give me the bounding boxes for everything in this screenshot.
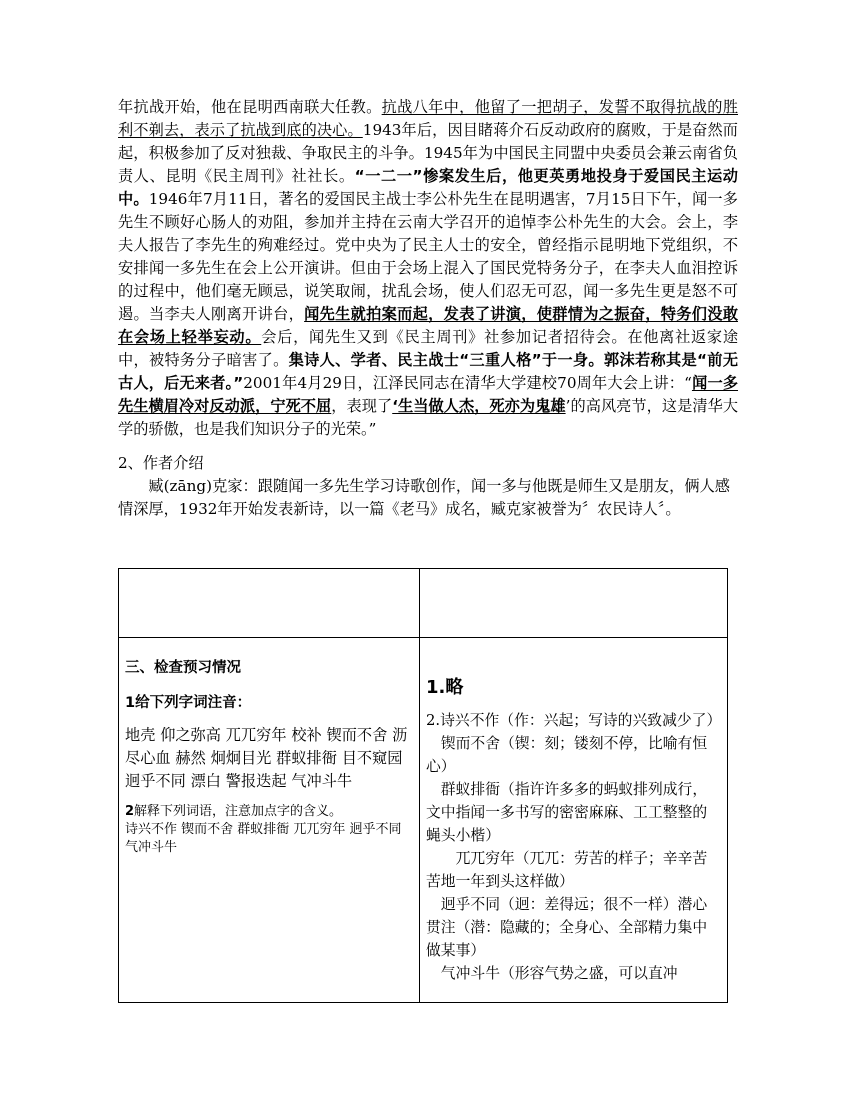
question-1-words: 地壳 仰之弥高 兀兀穷年 校补 锲而不舍 沥尽心血 赫然 炯炯目光 群蚁排衙 目不窥园 迥乎不同 漂白 警报迭起 气冲斗牛 — [125, 726, 408, 790]
answer-item: 锲而不舍（锲：刻；镂刻不停，比喻有恒心） — [426, 735, 708, 775]
answer-item: 2.诗兴不作（作：兴起；写诗的兴致减少了） — [426, 712, 722, 729]
bio-text: 2001年4月29日，江泽民同志在清华大学建校70周年大会上讲：“ — [243, 374, 692, 392]
bio-text: 1943年后，因目睹蒋介石反动政府的腐败，于是奋然而起，积极参加了反对独裁、争取民主的斗争。1945年为中国民主同盟中央委员会兼云南省负责人、昆明《民主周刊》社社长。 — [118, 121, 738, 185]
preview-table — [118, 568, 728, 1003]
questions-cell — [119, 638, 420, 1003]
bio-text: ，表现了 — [331, 397, 393, 415]
empty-cell — [119, 569, 420, 638]
bio-text: 会后，闻先生又到《民主周刊》社参加记者招待会。在他离社返家途中，被特务分子暗害了。 — [118, 328, 739, 369]
table-row — [119, 569, 728, 638]
bio-bold-speech: 闻先生就拍案而起，发表了讲演，使群情为之振奋，特务们没敢在会场上轻举妄动。 — [118, 305, 739, 346]
answer-item: 群蚁排衙（指许许多多的蚂蚁排列成行，文中指闻一多书写的密密麻麻、工工整整的蝇头小楷） — [426, 781, 708, 844]
author-intro: 臧(zāng)克家：跟随闻一多先生学习诗歌创作，闻一多与他既是师生又是朋友，俩人感情深厚，1932年开始发表新诗，以一篇《老马》成名，臧克家被誉为〞农民诗人〞。 — [118, 477, 730, 518]
bio-bold-quote: 闻一多先生横眉冷对反动派，宁死不屈 — [118, 374, 739, 415]
question-2-words: 诗兴不作 锲而不舍 群蚁排衙 兀兀穷年 迥乎不同 气冲斗牛 — [125, 822, 402, 855]
answer-item: 兀兀穷年（兀兀：劳苦的样子；辛辛苦苦地一年到头这样做） — [426, 850, 708, 890]
section-title: 三、检查预习情况 — [125, 660, 241, 676]
answer-item: 气冲斗牛（形容气势之盛，可以直冲 — [426, 965, 678, 982]
bio-bold-121: “一二一”惨案发生后，他更英勇地投身于爱国民主运动中。 — [118, 167, 738, 208]
question-2-number: 2 — [125, 804, 135, 819]
question-2-title — [125, 803, 413, 821]
table-row — [119, 638, 728, 1003]
answer-item: 迥乎不同（迥：差得远；很不一样）潜心贯注（潜：隐藏的；全身心、全部精力集中做某事） — [426, 896, 708, 959]
author-heading: 2、作者介绍 — [118, 454, 204, 472]
question-1-title: 1给下列字词注音： — [125, 695, 252, 711]
empty-cell — [420, 569, 728, 638]
question-2-text: 解释下列词语，注意加点字的含义。 — [134, 804, 343, 819]
biography-paragraph — [118, 96, 738, 441]
answer-1: 1.略 — [426, 677, 464, 698]
bio-text: ’的高风亮节，这是清华大学的骄傲，也是我们知识分子的光荣。” — [118, 397, 739, 438]
bio-bold-poem: ‘生当做人杰，死亦为鬼雄 — [392, 397, 566, 415]
answers-cell — [420, 638, 728, 1003]
bio-underlined-beard: 抗战八年中，他留了一把胡子，发誓不取得抗战的胜利不剃去，表示了抗战到底的决心。 — [118, 98, 739, 139]
bio-text: 年抗战开始，他在昆明西南联大任教。 — [118, 98, 382, 116]
bio-bold-triple: 集诗人、学者、民主战士“三重人格”于一身。郭沫若称其是“前无古人，后无来者。” — [118, 351, 739, 392]
bio-text: 1946年7月11日，著名的爱国民主战士李公朴先生在昆明遇害，7月15日下午，闻一多先生不顾好心肠人的劝阻，参加并主持在云南大学召开的追悼李公朴先生的大会。会上，李夫人报告了李先生的殉难经过。党中央为了民主人士的安全，曾经指示昆明地下党组织，不安排闻一多先生在会上公开演讲。但由于会场上混入了国民党特务分子，在李夫人血泪控诉的过程中，他们毫无顾忌，说笑取闹，扰乱会场，使人们忍无可忍，闻一多先生更是怒不可遏。当李夫人刚离开讲台， — [118, 190, 738, 323]
